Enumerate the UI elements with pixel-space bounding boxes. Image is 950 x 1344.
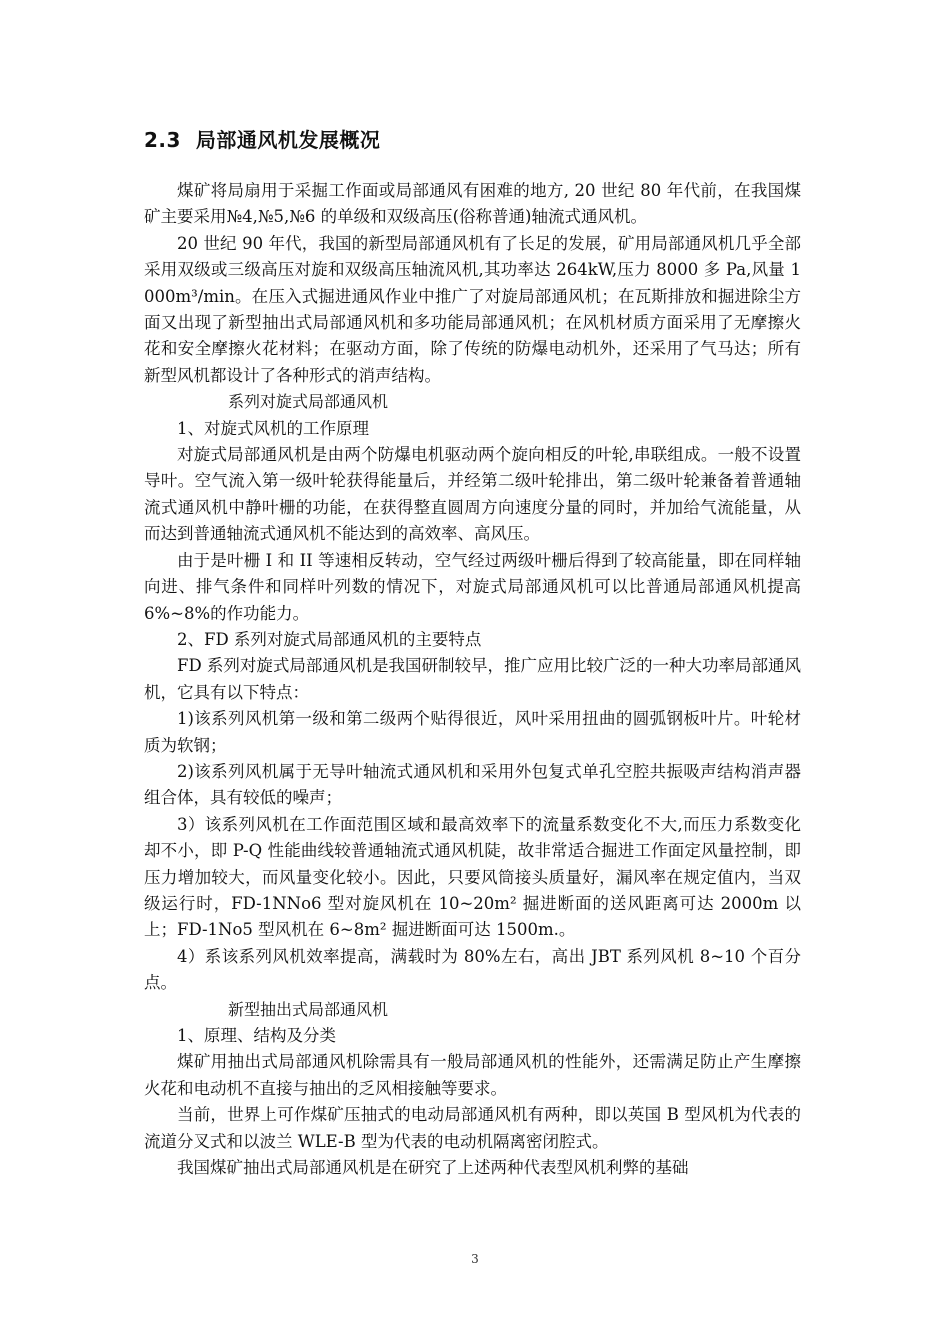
section-title: 局部通风机发展概况 — [195, 128, 381, 152]
paragraph: 2、FD 系列对旋式局部通风机的主要特点 — [177, 629, 482, 649]
page-number: 3 — [471, 1252, 479, 1266]
section-number: 2.3 — [144, 128, 181, 152]
paragraph: 1)该系列风机第一级和第二级两个贴得很近，风叶采用扭曲的圆弧钢板叶片。叶轮材质为软钢； — [144, 709, 801, 755]
paragraph: 20 世纪 90 年代，我国的新型局部通风机有了长足的发展，矿用局部通风机几乎全部采用双级或三级高压对旋和双级高压轴流风机,其功率达 264kW,压力 8000 多 Pa,风量 1000m³/min。在压入式掘进通风作业中推广了对旋局部通风机；在瓦斯排放和掘进除尘方面又出现了新型抽出式局部通风机和多功能局部通风机；在风机材质方面采用了无摩擦火花和安全摩擦火花材料；在驱动方面，除了传统的防爆电动机外，还采用了气马达；所有新型风机都设计了各种形式的消声结构。 — [144, 233, 801, 385]
paragraph: 2)该系列风机属于无导叶轴流式通风机和采用外包复式单孔空腔共振吸声结构消声器组合体，具有较低的噪声； — [144, 761, 801, 808]
paragraph: 1、对旋式风机的工作原理 — [177, 418, 369, 438]
paragraph: 4）系该系列风机效率提高，满载时为 80%左右，高出 JBT 系列风机 8~10 个百分点。 — [144, 946, 801, 993]
paragraph: FD 系列对旋式局部通风机是我国研制较早，推广应用比较广泛的一种大功率局部通风机，它具有以下特点： — [144, 656, 801, 702]
document-body — [144, 178, 801, 1181]
subsection-title: 新型抽出式局部通风机 — [228, 999, 389, 1019]
paragraph: 对旋式局部通风机是由两个防爆电机驱动两个旋向相反的叶轮,串联组成。一般不设置导叶。空气流入第一级叶轮获得能量后，并经第二级叶轮排出，第二级叶轮兼备着普通轴流式通风机中静叶栅的功能，在获得整直圆周方向速度分量的同时，并加给气流能量，从而达到普通轴流式通风机不能达到的高效率、高风压。 — [144, 445, 801, 544]
paragraph: 1、原理、结构及分类 — [177, 1026, 336, 1045]
paragraph: 煤矿用抽出式局部通风机除需具有一般局部通风机的性能外，还需满足防止产生摩擦火花和电动机不直接与抽出的乏风相接触等要求。 — [144, 1052, 801, 1098]
paragraph: 由于是叶栅 I 和 II 等速相反转动，空气经过两级叶栅后得到了较高能量，即在同样轴向进、排气条件和同样叶列数的情况下，对旋式局部通风机可以比普通局部通风机提高 6%~8%的作功能力。 — [144, 550, 801, 623]
paragraph: 当前，世界上可作煤矿压抽式的电动局部通风机有两种，即以英国 B 型风机为代表的流道分叉式和以波兰 WLE-B 型为代表的电动机隔离密闭腔式。 — [144, 1105, 801, 1151]
section-heading — [144, 124, 380, 153]
paragraph: 我国煤矿抽出式局部通风机是在研究了上述两种代表型风机利弊的基础 — [177, 1158, 689, 1178]
subsection-title: 系列对旋式局部通风机 — [228, 392, 389, 412]
paragraph: 煤矿将局扇用于采掘工作面或局部通风有困难的地方, 20 世纪 80 年代前，在我国煤矿主要采用№4,№5,№6 的单级和双级高压(俗称普通)轴流式通风机。 — [144, 181, 801, 227]
paragraph: 3）该系列风机在工作面范围区域和最高效率下的流量系数变化不大,而压力系数变化却不小，即 P-Q 性能曲线较普通轴流式通风机陡，故非常适合掘进工作面定风量控制，即压力增加较大，而风量变化较小。因此，只要风筒接头质量好，漏风率在规定值内，当双级运行时，FD-1NNo6 型对旋风机在 10~20m² 掘进断面的送风距离可达 2000m 以上；FD-1No5 型风机在 6~8m² 掘进断面可达 1500m.。 — [144, 814, 801, 940]
